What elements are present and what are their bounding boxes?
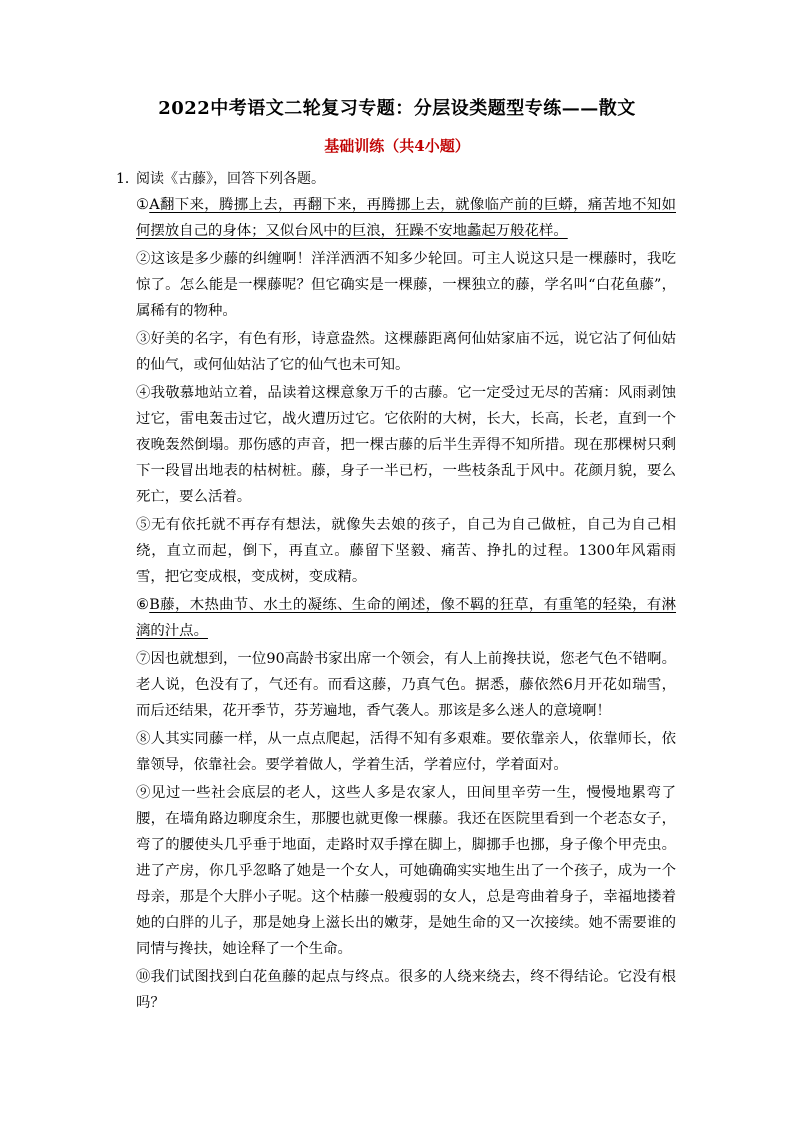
paragraph-marker: ③: [136, 331, 151, 347]
paragraph-text: 人其实同藤一样，从一点点爬起，活得不知有多艰难。要依靠亲人，依靠师长，依靠领导，依靠社会。要学着做人，学着生活，学着应付，学着面对。: [136, 731, 676, 773]
question-number: 1．: [116, 171, 139, 187]
paragraph-text: 无有依托就不再存有想法，就像失去娘的孩子，自己为自己做桩，自己为自己相绕，直立而起，倒下，再直立。藤留下坚毅、痛苦、挣扎的过程。1300年风霜雨雪，把它变成根，变成树，变成精。: [136, 517, 676, 585]
paragraph-marker: ⑨: [136, 785, 152, 801]
passage-paragraph: [136, 780, 676, 962]
paragraph-marker: ②: [136, 251, 151, 267]
passage-paragraph: [136, 192, 676, 244]
passage-paragraph: [136, 726, 676, 778]
passage-paragraph: [136, 246, 676, 324]
paragraph-text: 我敬慕地站立着，品读着这棵意象万千的古藤。它一定受过无尽的苦痛：风雨剥蚀过它，雷电轰击过它，战火遭历过它。它依附的大树，长大，长高，长老，直到一个夜晚轰然倒塌。那伤感的声音，把一棵古藤的后半生弄得不知所措。现在那棵树只剩下一段冒出地表的枯树桩。藤，身子一半已朽，一些枝条乱于风中。花颜月貌，要么死亡，要么活着。: [136, 385, 676, 505]
passage-paragraph: [136, 512, 676, 590]
paragraph-marker: ⑦: [136, 651, 151, 667]
paragraph-marker: ⑥: [136, 597, 150, 613]
passage-paragraph: [136, 380, 676, 510]
paragraph-text: 我们试图找到白花鱼藤的起点与终点。很多的人绕来绕去，终不得结论。它没有根吗？: [136, 969, 676, 1011]
paragraph-marker: ⑩: [136, 969, 151, 985]
paragraph-marker: ④: [136, 385, 151, 401]
question-prompt: [116, 166, 676, 192]
section-title: 基础训练（共4小题）: [324, 137, 470, 155]
passage-paragraph: [136, 326, 676, 378]
paragraph-marker: ⑧: [136, 731, 151, 747]
paragraph-text: 好美的名字，有色有形，诗意盎然。这棵藤距离何仙姑家庙不远，说它沾了何仙姑的仙气，或何仙姑沾了它的仙气也未可知。: [136, 331, 676, 373]
passage-paragraph: [136, 592, 676, 644]
paragraph-text: 因也就想到，一位90高龄书家出席一个领会，有人上前搀扶说，您老气色不错啊。老人说，色没有了，气还有。而看这藤，乃真气色。据悉，藤依然6月开花如瑞雪，而后还结果，花开季节，芬芳遍地，香气袭人。那该是多么迷人的意境啊！: [136, 651, 676, 719]
paragraph-text: A翻下来，腾挪上去，再翻下来，再腾挪上去，就像临产前的巨蟒，痛苦地不知如何摆放自己的身体；又似台风中的巨浪，狂躁不安地蠡起万般花样。: [136, 197, 676, 239]
passage-paragraph: [136, 646, 676, 724]
paragraph-text: 见过一些社会底层的老人，这些人多是农家人，田间里辛劳一生，慢慢地累弯了腰，在墙角路边聊度余生，那腰也就更像一棵藤。我还在医院里看到一个老态女子，弯了的腰使头几乎垂于地面，走路时双手撑在脚上，脚挪手也挪，身子像个甲壳虫。进了产房，你几乎忽略了她是一个女人，可她确确实实地生出了一个孩子，成为一个母亲，那是个大胖小子呢。这个枯藤一般瘦弱的女人，总是弯曲着身子，幸福地搂着她的白胖的儿子，那是她身上滋长出的嫩芽，是她生命的又一次接续。她不需要谁的同情与搀扶，她诠释了一个生命。: [136, 785, 676, 957]
document-title: 2022中考语文二轮复习专题：分层设类题型专练——散文: [158, 98, 636, 119]
paragraph-marker: ①: [136, 197, 150, 213]
paragraph-text: 这该是多少藤的纠缠啊！洋洋洒洒不知多少轮回。可主人说这只是一棵藤时，我吃惊了。怎么能是一棵藤呢？但它确实是一棵藤，一棵独立的藤，学名叫“白花鱼藤”，属稀有的物种。: [136, 251, 676, 319]
question-text: 阅读《古藤》，回答下列各题。: [136, 171, 325, 187]
paragraph-marker: ⑤: [136, 517, 152, 533]
passage-paragraph: [136, 964, 676, 1016]
paragraph-text: B藤，木热曲节、水土的凝练、生命的阐述，像不羁的狂草，有重笔的轻染，有淋漓的汁点。: [136, 597, 677, 639]
passage: [136, 192, 676, 1016]
